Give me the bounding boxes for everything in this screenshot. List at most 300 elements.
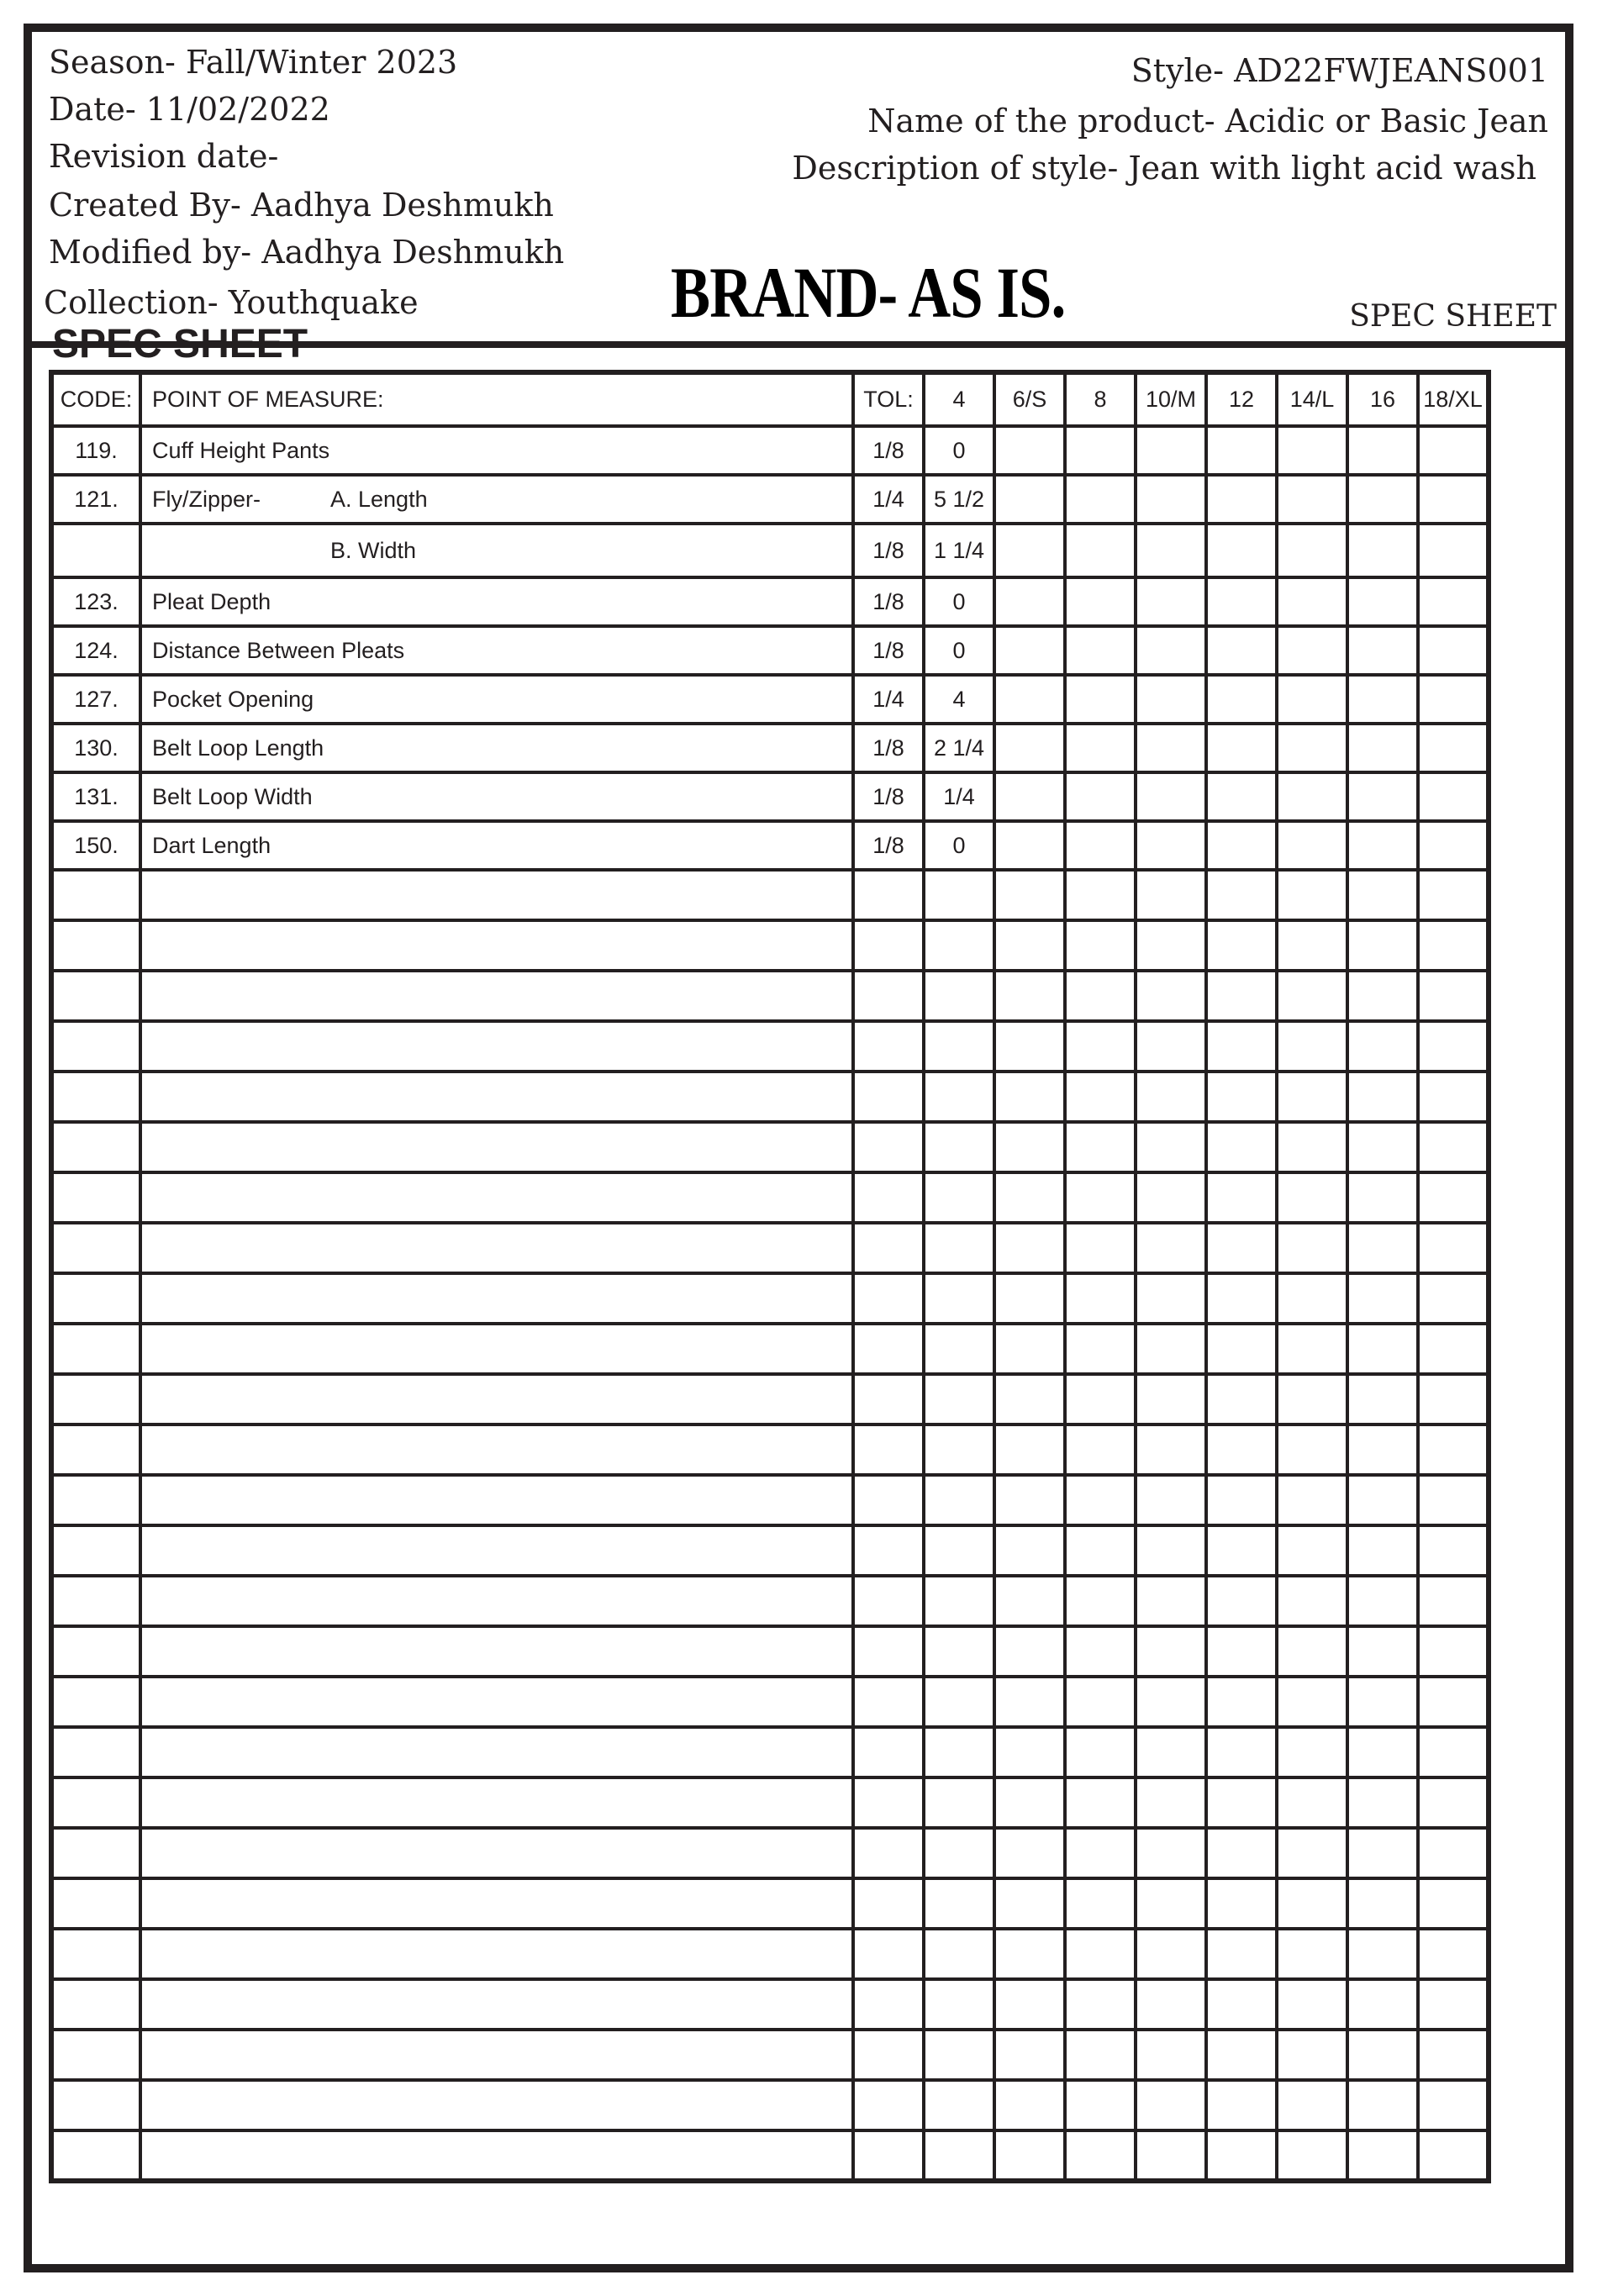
empty-cell xyxy=(1277,1929,1347,1979)
cell-size-empty xyxy=(1065,577,1136,626)
empty-cell xyxy=(1065,1475,1136,1525)
empty-cell xyxy=(1347,1021,1418,1072)
cell-size-empty xyxy=(994,475,1065,524)
empty-cell xyxy=(140,1424,853,1475)
column-header-code: CODE: xyxy=(51,372,140,426)
empty-table-row xyxy=(51,1828,1489,1878)
empty-cell xyxy=(1206,1828,1277,1878)
empty-cell xyxy=(1347,1172,1418,1223)
empty-cell xyxy=(1206,1072,1277,1122)
empty-cell xyxy=(51,1979,140,2030)
empty-table-row xyxy=(51,1677,1489,1727)
empty-cell xyxy=(140,1777,853,1828)
empty-cell xyxy=(1136,920,1206,971)
empty-cell xyxy=(1277,1021,1347,1072)
empty-table-row xyxy=(51,1929,1489,1979)
empty-cell xyxy=(1277,1525,1347,1576)
empty-cell xyxy=(1136,2080,1206,2130)
empty-cell xyxy=(1347,1072,1418,1122)
empty-cell xyxy=(1065,1424,1136,1475)
empty-cell xyxy=(140,1878,853,1929)
empty-cell xyxy=(1347,1525,1418,1576)
empty-cell xyxy=(140,870,853,920)
empty-cell xyxy=(51,1828,140,1878)
empty-cell xyxy=(994,2030,1065,2080)
cell-point-of-measure xyxy=(140,724,853,772)
empty-cell xyxy=(994,1828,1065,1878)
empty-table-row xyxy=(51,920,1489,971)
empty-cell xyxy=(1206,1172,1277,1223)
empty-cell xyxy=(853,1525,924,1576)
empty-cell xyxy=(994,1424,1065,1475)
empty-cell xyxy=(1347,1273,1418,1324)
cell-size-empty xyxy=(1136,524,1206,577)
empty-cell xyxy=(1277,1424,1347,1475)
empty-cell xyxy=(1347,1777,1418,1828)
cell-code: 131. xyxy=(51,772,140,821)
cell-point-of-measure xyxy=(140,675,853,724)
empty-cell xyxy=(1418,1475,1489,1525)
empty-cell xyxy=(1136,1072,1206,1122)
empty-cell xyxy=(853,1576,924,1626)
empty-table-row xyxy=(51,1525,1489,1576)
empty-cell xyxy=(1065,1525,1136,1576)
empty-cell xyxy=(1347,1374,1418,1424)
empty-cell xyxy=(853,1172,924,1223)
empty-cell xyxy=(1136,1122,1206,1172)
empty-cell xyxy=(140,920,853,971)
empty-cell xyxy=(1418,1828,1489,1878)
cell-tolerance: 1/8 xyxy=(853,724,924,772)
empty-cell xyxy=(1065,1777,1136,1828)
pom-sub-label: B. Width xyxy=(330,537,417,563)
cell-size-empty xyxy=(1277,821,1347,870)
empty-cell xyxy=(1136,1828,1206,1878)
empty-cell xyxy=(994,1223,1065,1273)
cell-tolerance: 1/8 xyxy=(853,626,924,675)
empty-cell xyxy=(924,1878,994,1929)
empty-cell xyxy=(140,1576,853,1626)
empty-cell xyxy=(1065,1273,1136,1324)
empty-cell xyxy=(140,1324,853,1374)
cell-point-of-measure xyxy=(140,524,853,577)
empty-cell xyxy=(1065,2030,1136,2080)
revision-date-text: Revision date- xyxy=(49,138,279,175)
empty-cell xyxy=(1136,1677,1206,1727)
empty-cell xyxy=(140,1374,853,1424)
empty-cell xyxy=(1418,971,1489,1021)
empty-cell xyxy=(994,1777,1065,1828)
empty-cell xyxy=(924,1021,994,1072)
empty-cell xyxy=(1418,1021,1489,1072)
column-header-size-10m: 10/M xyxy=(1136,372,1206,426)
empty-cell xyxy=(1136,971,1206,1021)
empty-table-row xyxy=(51,1273,1489,1324)
empty-cell xyxy=(1065,1878,1136,1929)
pom-label: Dart Length xyxy=(152,832,271,858)
empty-cell xyxy=(1418,1677,1489,1727)
empty-cell xyxy=(1347,1878,1418,1929)
empty-table-row xyxy=(51,1424,1489,1475)
empty-cell xyxy=(1277,2080,1347,2130)
header-block xyxy=(32,32,1565,348)
empty-cell xyxy=(1418,1072,1489,1122)
cell-size-empty xyxy=(1277,675,1347,724)
column-header-size-16: 16 xyxy=(1347,372,1418,426)
empty-cell xyxy=(51,2130,140,2181)
cell-size-4: 1/4 xyxy=(924,772,994,821)
cell-size-empty xyxy=(1065,426,1136,475)
empty-cell xyxy=(1206,2030,1277,2080)
empty-cell xyxy=(1206,1273,1277,1324)
empty-table-row xyxy=(51,1072,1489,1122)
cell-size-empty xyxy=(1136,724,1206,772)
empty-cell xyxy=(994,1273,1065,1324)
empty-cell xyxy=(1277,1324,1347,1374)
empty-cell xyxy=(1277,1979,1347,2030)
empty-cell xyxy=(1418,1727,1489,1777)
cell-size-empty xyxy=(1418,426,1489,475)
empty-cell xyxy=(1206,1626,1277,1677)
empty-cell xyxy=(1347,2030,1418,2080)
empty-cell xyxy=(1418,1576,1489,1626)
empty-cell xyxy=(1065,1677,1136,1727)
empty-cell xyxy=(1277,2130,1347,2181)
empty-cell xyxy=(140,1677,853,1727)
empty-cell xyxy=(51,870,140,920)
empty-cell xyxy=(1277,971,1347,1021)
empty-cell xyxy=(924,1273,994,1324)
cell-size-empty xyxy=(1136,426,1206,475)
empty-cell xyxy=(1136,1374,1206,1424)
empty-cell xyxy=(1065,1626,1136,1677)
cell-code: 150. xyxy=(51,821,140,870)
cell-size-empty xyxy=(1347,821,1418,870)
empty-cell xyxy=(1418,1929,1489,1979)
measurement-table xyxy=(49,370,1491,2183)
empty-cell xyxy=(140,2030,853,2080)
empty-cell xyxy=(1065,1979,1136,2030)
empty-cell xyxy=(1418,2130,1489,2181)
empty-cell xyxy=(994,1626,1065,1677)
empty-cell xyxy=(1418,870,1489,920)
empty-cell xyxy=(140,1273,853,1324)
empty-cell xyxy=(1206,1324,1277,1374)
empty-cell xyxy=(853,1374,924,1424)
cell-size-empty xyxy=(1136,675,1206,724)
empty-cell xyxy=(853,1979,924,2030)
cell-size-empty xyxy=(1347,426,1418,475)
cell-code: 127. xyxy=(51,675,140,724)
table-row xyxy=(51,426,1489,475)
table-row xyxy=(51,475,1489,524)
empty-cell xyxy=(1347,920,1418,971)
cell-size-empty xyxy=(1277,475,1347,524)
pom-label: Pocket Opening xyxy=(152,686,314,712)
empty-cell xyxy=(1206,1878,1277,1929)
empty-cell xyxy=(1347,2130,1418,2181)
cell-code: 121. xyxy=(51,475,140,524)
cell-size-empty xyxy=(994,821,1065,870)
empty-cell xyxy=(140,1172,853,1223)
cell-size-4: 2 1/4 xyxy=(924,724,994,772)
cell-code xyxy=(51,524,140,577)
empty-cell xyxy=(1206,1021,1277,1072)
empty-cell xyxy=(1418,1626,1489,1677)
empty-cell xyxy=(924,971,994,1021)
empty-cell xyxy=(924,1223,994,1273)
empty-cell xyxy=(51,2030,140,2080)
cell-tolerance: 1/4 xyxy=(853,475,924,524)
empty-cell xyxy=(140,1727,853,1777)
empty-cell xyxy=(1418,1172,1489,1223)
cell-size-empty xyxy=(1065,772,1136,821)
empty-cell xyxy=(51,971,140,1021)
empty-cell xyxy=(1277,1828,1347,1878)
empty-table-row xyxy=(51,1223,1489,1273)
empty-cell xyxy=(924,1576,994,1626)
empty-cell xyxy=(994,1374,1065,1424)
empty-cell xyxy=(51,1424,140,1475)
empty-table-row xyxy=(51,1122,1489,1172)
empty-cell xyxy=(1065,1828,1136,1878)
empty-cell xyxy=(924,2130,994,2181)
empty-cell xyxy=(994,1979,1065,2030)
empty-cell xyxy=(994,1172,1065,1223)
empty-cell xyxy=(51,1324,140,1374)
empty-cell xyxy=(140,1072,853,1122)
empty-cell xyxy=(51,1626,140,1677)
empty-cell xyxy=(1277,1777,1347,1828)
cell-size-empty xyxy=(994,577,1065,626)
empty-cell xyxy=(994,1122,1065,1172)
empty-table-row xyxy=(51,1475,1489,1525)
cell-size-empty xyxy=(1277,626,1347,675)
cell-size-empty xyxy=(1206,675,1277,724)
cell-size-empty xyxy=(994,675,1065,724)
empty-cell xyxy=(1206,1525,1277,1576)
empty-table-row xyxy=(51,1727,1489,1777)
empty-cell xyxy=(994,1324,1065,1374)
empty-cell xyxy=(924,1172,994,1223)
empty-cell xyxy=(1136,1324,1206,1374)
empty-cell xyxy=(853,1727,924,1777)
cell-size-empty xyxy=(1347,524,1418,577)
empty-cell xyxy=(924,1828,994,1878)
pom-label: Fly/Zipper- xyxy=(152,486,261,512)
cell-size-empty xyxy=(1206,577,1277,626)
empty-cell xyxy=(1277,1727,1347,1777)
empty-cell xyxy=(1418,1878,1489,1929)
empty-table-row xyxy=(51,1021,1489,1072)
cell-size-empty xyxy=(1136,577,1206,626)
cell-size-4: 4 xyxy=(924,675,994,724)
empty-cell xyxy=(853,1475,924,1525)
empty-cell xyxy=(140,1626,853,1677)
empty-cell xyxy=(1277,1374,1347,1424)
cell-size-empty xyxy=(1206,524,1277,577)
cell-size-4: 0 xyxy=(924,426,994,475)
empty-cell xyxy=(1347,1929,1418,1979)
empty-cell xyxy=(853,1626,924,1677)
empty-cell xyxy=(1347,1576,1418,1626)
empty-table-row xyxy=(51,1626,1489,1677)
cell-size-empty xyxy=(1206,626,1277,675)
empty-cell xyxy=(924,1424,994,1475)
empty-cell xyxy=(853,1828,924,1878)
empty-cell xyxy=(994,2130,1065,2181)
cell-size-empty xyxy=(1347,626,1418,675)
cell-size-empty xyxy=(1136,821,1206,870)
style-text: Style- AD22FWJEANS001 xyxy=(1131,52,1548,89)
brand-title: BRAND- AS IS. xyxy=(671,252,1066,333)
empty-cell xyxy=(1347,1677,1418,1727)
empty-cell xyxy=(51,1374,140,1424)
column-header-size-4: 4 xyxy=(924,372,994,426)
empty-cell xyxy=(1206,2080,1277,2130)
empty-cell xyxy=(51,1576,140,1626)
empty-table-row xyxy=(51,1878,1489,1929)
empty-cell xyxy=(1277,2030,1347,2080)
empty-cell xyxy=(1347,1324,1418,1374)
empty-cell xyxy=(1277,1677,1347,1727)
empty-cell xyxy=(51,1072,140,1122)
empty-cell xyxy=(924,2030,994,2080)
column-header-size-8: 8 xyxy=(1065,372,1136,426)
empty-cell xyxy=(1206,870,1277,920)
empty-cell xyxy=(853,2030,924,2080)
empty-cell xyxy=(1347,1223,1418,1273)
empty-cell xyxy=(1347,1979,1418,2030)
cell-size-empty xyxy=(1065,524,1136,577)
empty-cell xyxy=(853,971,924,1021)
cell-size-empty xyxy=(1277,577,1347,626)
date-text: Date- 11/02/2022 xyxy=(49,91,330,128)
empty-cell xyxy=(1136,1172,1206,1223)
cell-point-of-measure xyxy=(140,772,853,821)
cell-code: 123. xyxy=(51,577,140,626)
empty-cell xyxy=(1277,1878,1347,1929)
empty-cell xyxy=(924,1777,994,1828)
empty-cell xyxy=(924,1979,994,2030)
cell-size-empty xyxy=(1065,821,1136,870)
description-text: Description of style- Jean with light acid wash xyxy=(792,150,1536,187)
empty-cell xyxy=(924,1324,994,1374)
empty-cell xyxy=(1065,2080,1136,2130)
column-header-size-14l: 14/L xyxy=(1277,372,1347,426)
cell-size-empty xyxy=(1347,475,1418,524)
empty-cell xyxy=(1418,1324,1489,1374)
empty-cell xyxy=(1065,1172,1136,1223)
column-header-pom: POINT OF MEASURE: xyxy=(140,372,853,426)
empty-cell xyxy=(1418,1223,1489,1273)
empty-cell xyxy=(140,2080,853,2130)
cell-size-empty xyxy=(1277,426,1347,475)
empty-table-row xyxy=(51,2080,1489,2130)
cell-point-of-measure xyxy=(140,426,853,475)
empty-table-row xyxy=(51,1979,1489,2030)
empty-table-row xyxy=(51,2030,1489,2080)
empty-table-row xyxy=(51,1576,1489,1626)
empty-cell xyxy=(1136,1223,1206,1273)
empty-cell xyxy=(994,1727,1065,1777)
empty-cell xyxy=(1136,1273,1206,1324)
empty-cell xyxy=(51,1475,140,1525)
empty-table-row xyxy=(51,2130,1489,2181)
empty-cell xyxy=(853,1021,924,1072)
empty-cell xyxy=(1065,1727,1136,1777)
empty-cell xyxy=(1277,1273,1347,1324)
empty-cell xyxy=(1277,1626,1347,1677)
empty-cell xyxy=(1206,2130,1277,2181)
empty-table-row xyxy=(51,1172,1489,1223)
cell-size-empty xyxy=(1418,577,1489,626)
cell-size-4: 0 xyxy=(924,626,994,675)
empty-cell xyxy=(853,1929,924,1979)
empty-cell xyxy=(853,870,924,920)
empty-cell xyxy=(853,1072,924,1122)
empty-cell xyxy=(51,1878,140,1929)
empty-cell xyxy=(140,1929,853,1979)
empty-cell xyxy=(994,971,1065,1021)
empty-cell xyxy=(1136,2130,1206,2181)
empty-cell xyxy=(1418,1273,1489,1324)
table-row xyxy=(51,821,1489,870)
cell-size-empty xyxy=(1206,772,1277,821)
spec-sheet-corner-label: SPEC SHEET xyxy=(1349,299,1557,334)
empty-cell xyxy=(140,1525,853,1576)
empty-cell xyxy=(994,1525,1065,1576)
empty-cell xyxy=(1347,971,1418,1021)
empty-cell xyxy=(140,2130,853,2181)
empty-cell xyxy=(1136,1021,1206,1072)
empty-cell xyxy=(51,920,140,971)
table-row xyxy=(51,524,1489,577)
cell-size-empty xyxy=(1206,426,1277,475)
empty-cell xyxy=(1277,920,1347,971)
pom-label: Belt Loop Width xyxy=(152,783,313,809)
empty-cell xyxy=(994,1021,1065,1072)
table-row xyxy=(51,724,1489,772)
empty-cell xyxy=(140,1122,853,1172)
empty-cell xyxy=(1136,2030,1206,2080)
empty-cell xyxy=(1347,1122,1418,1172)
empty-cell xyxy=(1065,1072,1136,1122)
empty-cell xyxy=(1347,1727,1418,1777)
table-header-row xyxy=(51,372,1489,426)
empty-cell xyxy=(1136,1424,1206,1475)
empty-cell xyxy=(1136,1475,1206,1525)
empty-cell xyxy=(1136,1525,1206,1576)
empty-cell xyxy=(1206,1727,1277,1777)
empty-cell xyxy=(1065,1576,1136,1626)
product-name-text: Name of the product- Acidic or Basic Jean xyxy=(867,103,1548,140)
empty-cell xyxy=(853,1122,924,1172)
empty-cell xyxy=(1206,1374,1277,1424)
page-title: SPEC SHEET xyxy=(52,322,308,366)
empty-table-row xyxy=(51,870,1489,920)
cell-size-4: 0 xyxy=(924,577,994,626)
empty-cell xyxy=(1065,971,1136,1021)
empty-cell xyxy=(994,1677,1065,1727)
empty-cell xyxy=(994,870,1065,920)
empty-cell xyxy=(1347,1424,1418,1475)
empty-cell xyxy=(853,1273,924,1324)
empty-cell xyxy=(1418,2030,1489,2080)
empty-cell xyxy=(1136,1576,1206,1626)
empty-cell xyxy=(1206,1929,1277,1979)
empty-cell xyxy=(1347,2080,1418,2130)
